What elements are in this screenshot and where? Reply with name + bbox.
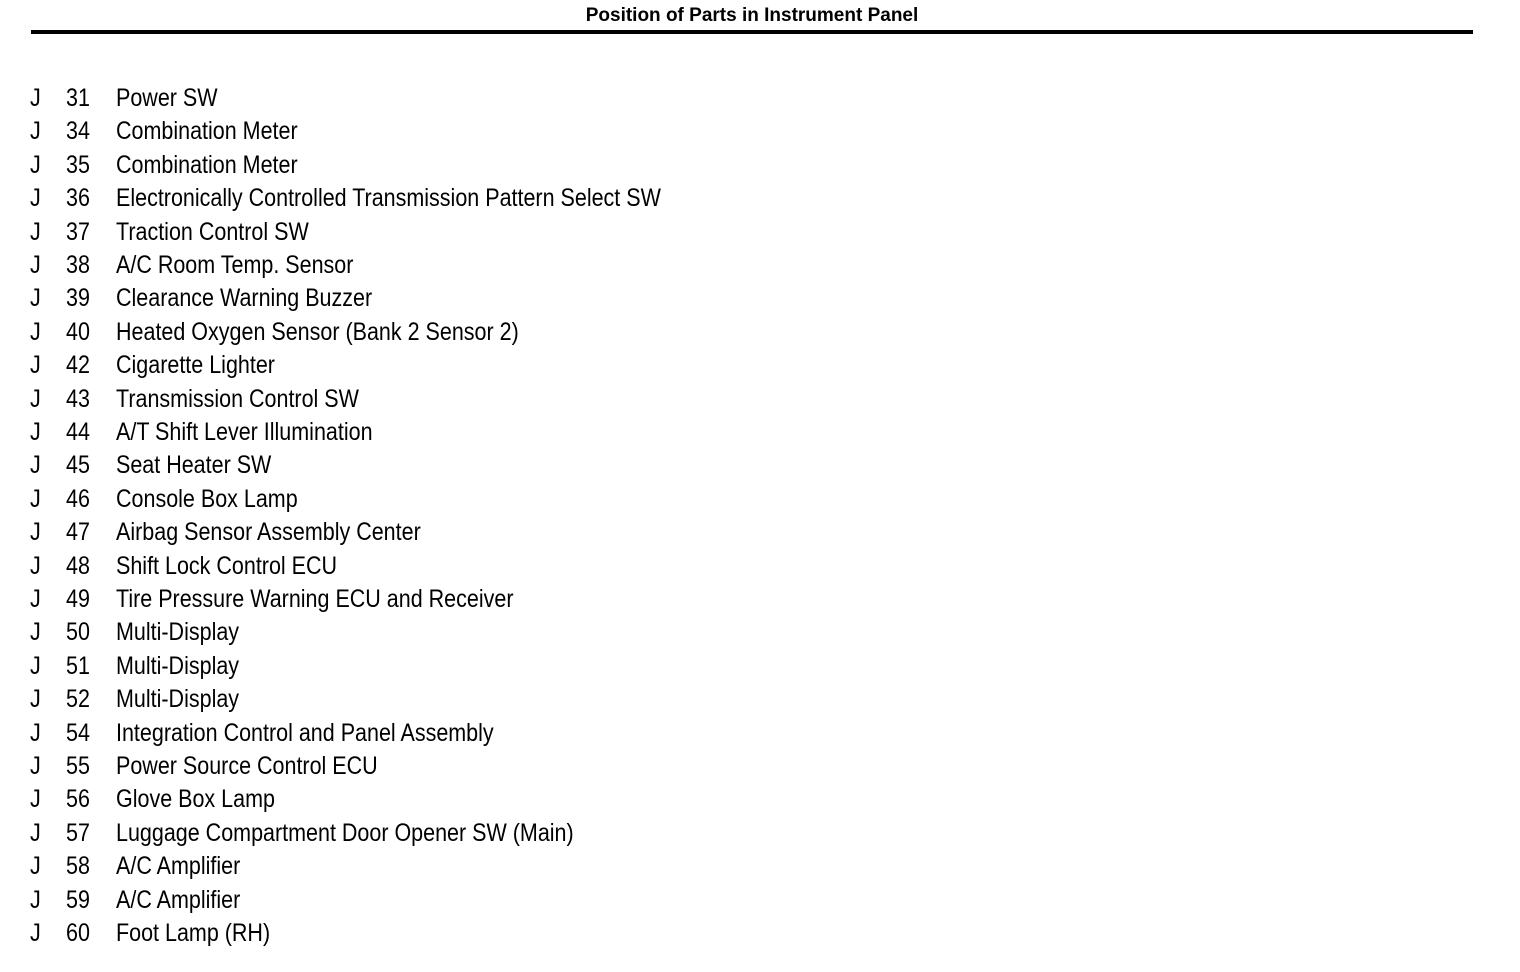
list-item xyxy=(0,183,900,216)
list-item xyxy=(0,417,900,450)
connector-prefix: J xyxy=(30,885,41,914)
part-name: A/T Shift Lever Illumination xyxy=(116,418,373,446)
part-name: Multi-Display xyxy=(116,618,240,647)
connector-number: 58 xyxy=(66,852,90,881)
list-item xyxy=(0,784,900,817)
part-name: Integration Control and Panel Assembly xyxy=(116,718,494,747)
connector-number: 52 xyxy=(66,685,90,714)
list-item xyxy=(0,317,900,350)
connector-number: 40 xyxy=(66,317,90,346)
list-item xyxy=(0,551,900,584)
connector-prefix: J xyxy=(30,184,41,213)
connector-number: 60 xyxy=(66,919,90,947)
connector-prefix: J xyxy=(30,618,41,647)
connector-number: 50 xyxy=(66,618,90,647)
connector-prefix: J xyxy=(30,585,41,613)
part-name: Shift Lock Control ECU xyxy=(116,551,338,580)
connector-prefix: J xyxy=(30,251,41,279)
part-name: Combination Meter xyxy=(116,117,298,146)
list-item xyxy=(0,83,900,116)
connector-number: 56 xyxy=(66,785,90,814)
connector-number: 55 xyxy=(66,752,90,780)
part-name: Seat Heater SW xyxy=(116,451,272,480)
part-name: Electronically Controlled Transmission Pattern Select SW xyxy=(116,184,661,213)
connector-number: 35 xyxy=(66,150,90,179)
connector-prefix: J xyxy=(30,818,41,847)
connector-number: 59 xyxy=(66,885,90,914)
connector-prefix: J xyxy=(30,718,41,747)
page-title: Position of Parts in Instrument Panel xyxy=(585,5,919,26)
list-item xyxy=(0,651,900,684)
list-item xyxy=(0,384,900,417)
connector-number: 49 xyxy=(66,585,90,613)
list-item xyxy=(0,116,900,149)
list-item xyxy=(0,818,900,851)
part-name: Console Box Lamp xyxy=(116,484,298,513)
part-name: A/C Room Temp. Sensor xyxy=(116,251,354,279)
part-name: Multi-Display xyxy=(116,651,240,680)
connector-prefix: J xyxy=(30,484,41,513)
connector-prefix: J xyxy=(30,418,41,446)
part-name: Power SW xyxy=(116,84,218,112)
part-name: Foot Lamp (RH) xyxy=(116,919,271,947)
list-item xyxy=(0,350,900,383)
connector-prefix: J xyxy=(30,518,41,547)
list-item xyxy=(0,283,900,316)
connector-prefix: J xyxy=(30,451,41,480)
connector-number: 54 xyxy=(66,718,90,747)
list-item xyxy=(0,450,900,483)
list-item xyxy=(0,751,900,784)
part-name: Luggage Compartment Door Opener SW (Main) xyxy=(116,818,574,847)
title-divider xyxy=(31,30,1473,34)
connector-number: 37 xyxy=(66,217,90,246)
connector-prefix: J xyxy=(30,919,41,947)
connector-prefix: J xyxy=(30,551,41,580)
connector-number: 46 xyxy=(66,484,90,513)
part-name: A/C Amplifier xyxy=(116,852,241,881)
part-name: Cigarette Lighter xyxy=(116,351,275,380)
list-item xyxy=(0,718,900,751)
list-item xyxy=(0,885,900,918)
part-name: Multi-Display xyxy=(116,685,240,714)
list-item xyxy=(0,584,900,617)
connector-number: 51 xyxy=(66,651,90,680)
connector-prefix: J xyxy=(30,852,41,881)
list-item xyxy=(0,517,900,550)
part-name: Glove Box Lamp xyxy=(116,785,275,814)
part-name: Combination Meter xyxy=(116,150,298,179)
list-item xyxy=(0,217,900,250)
connector-prefix: J xyxy=(30,117,41,146)
connector-number: 38 xyxy=(66,251,90,279)
part-name: Traction Control SW xyxy=(116,217,309,246)
connector-prefix: J xyxy=(30,384,41,413)
list-item xyxy=(0,918,900,951)
connector-prefix: J xyxy=(30,651,41,680)
list-item xyxy=(0,684,900,717)
connector-prefix: J xyxy=(30,217,41,246)
connector-prefix: J xyxy=(30,351,41,380)
connector-prefix: J xyxy=(30,284,41,313)
part-name: Clearance Warning Buzzer xyxy=(116,284,373,313)
list-item xyxy=(0,484,900,517)
connector-number: 42 xyxy=(66,351,90,380)
connector-number: 43 xyxy=(66,384,90,413)
connector-number: 36 xyxy=(66,184,90,213)
list-item xyxy=(0,150,900,183)
connector-number: 39 xyxy=(66,284,90,313)
part-name: Tire Pressure Warning ECU and Receiver xyxy=(116,585,514,613)
part-name: Heated Oxygen Sensor (Bank 2 Sensor 2) xyxy=(116,317,519,346)
connector-number: 47 xyxy=(66,518,90,547)
part-name: Airbag Sensor Assembly Center xyxy=(116,518,421,547)
connector-number: 57 xyxy=(66,818,90,847)
connector-number: 31 xyxy=(66,84,90,112)
connector-number: 45 xyxy=(66,451,90,480)
connector-number: 48 xyxy=(66,551,90,580)
part-name: Power Source Control ECU xyxy=(116,752,378,780)
connector-prefix: J xyxy=(30,752,41,780)
part-name: A/C Amplifier xyxy=(116,885,241,914)
part-name: Transmission Control SW xyxy=(116,384,359,413)
connector-prefix: J xyxy=(30,84,41,112)
connector-number: 44 xyxy=(66,418,90,446)
list-item xyxy=(0,250,900,283)
connector-prefix: J xyxy=(30,685,41,714)
connector-prefix: J xyxy=(30,785,41,814)
list-item xyxy=(0,851,900,884)
connector-number: 34 xyxy=(66,117,90,146)
connector-prefix: J xyxy=(30,317,41,346)
list-item xyxy=(0,617,900,650)
connector-prefix: J xyxy=(30,150,41,179)
